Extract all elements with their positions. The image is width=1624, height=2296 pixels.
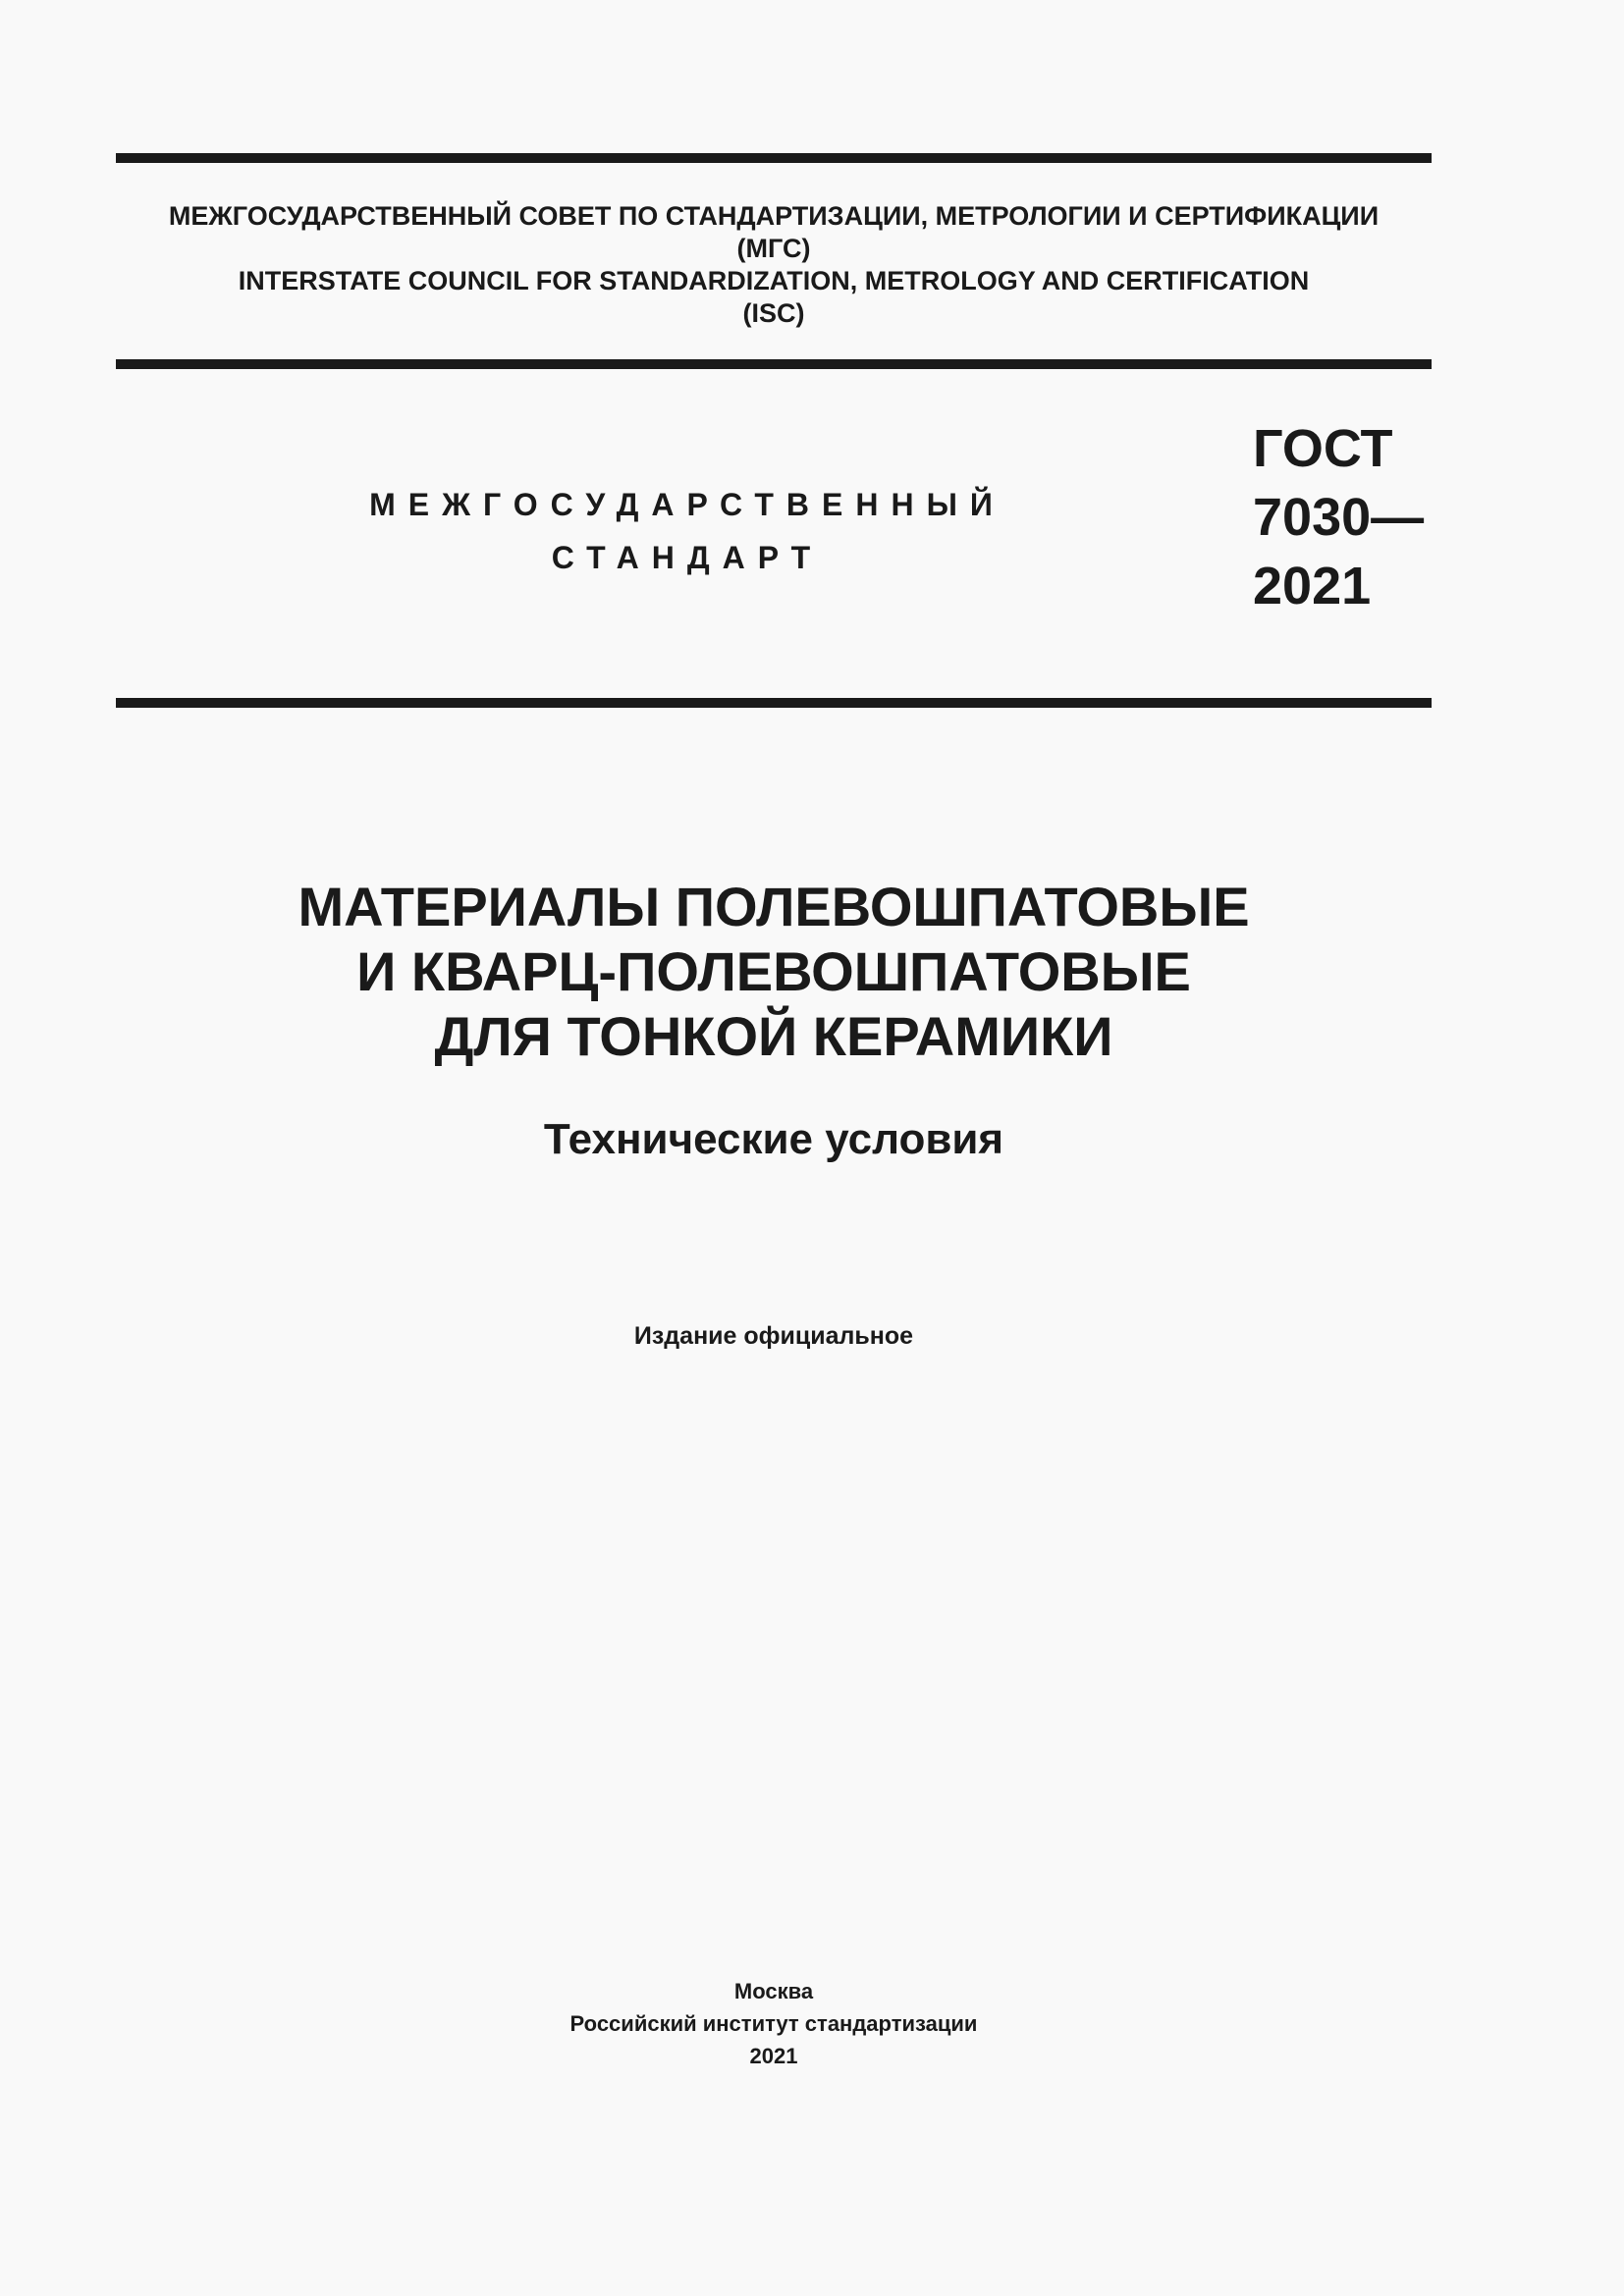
gost-number: 7030— — [1253, 488, 1425, 547]
publisher-block — [116, 1975, 1432, 2072]
top-rule — [116, 153, 1432, 163]
council-bottom-rule — [116, 359, 1432, 369]
publisher-institute: Российский институт стандартизации — [569, 2011, 978, 2036]
council-block — [116, 200, 1432, 330]
gost-prefix: ГОСТ — [1253, 419, 1393, 478]
council-abbr-ru: (МГС) — [736, 234, 811, 263]
title-line1: МАТЕРИАЛЫ ПОЛЕВОШПАТОВЫЕ — [298, 876, 1250, 937]
council-name-en: INTERSTATE COUNCIL FOR STANDARDIZATION, METROLOGY AND CERTIFICATION — [238, 266, 1310, 295]
standard-type-line1: МЕЖГОСУДАРСТВЕННЫЙ — [369, 487, 1005, 522]
gost-designation — [1253, 414, 1424, 620]
publisher-year: 2021 — [749, 2044, 798, 2068]
document-title — [116, 875, 1432, 1069]
title-line3: ДЛЯ ТОНКОЙ КЕРАМИКИ — [434, 1005, 1113, 1067]
header-bottom-rule — [116, 698, 1432, 708]
document-subtitle: Технические условия — [543, 1115, 1004, 1163]
gost-year: 2021 — [1253, 557, 1372, 615]
publisher-city: Москва — [733, 1979, 814, 2003]
council-abbr-en: (ISC) — [742, 298, 805, 328]
standard-type — [324, 478, 1051, 584]
council-name-ru: МЕЖГОСУДАРСТВЕННЫЙ СОВЕТ ПО СТАНДАРТИЗАЦИИ, МЕТРОЛОГИИ И СЕРТИФИКАЦИИ — [168, 201, 1380, 231]
title-line2: И КВАРЦ-ПОЛЕВОШПАТОВЫЕ — [356, 940, 1191, 1002]
standard-type-line2: СТАНДАРТ — [551, 540, 824, 575]
edition-label: Издание официальное — [633, 1322, 914, 1350]
